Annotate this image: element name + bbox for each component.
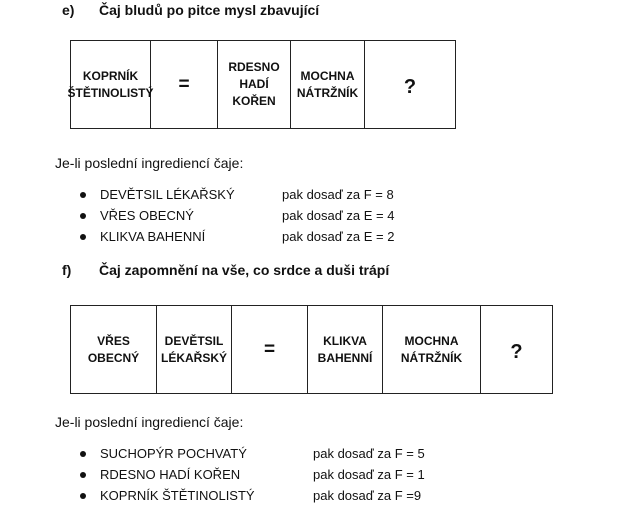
list-item xyxy=(0,206,640,226)
section-f-intro: Je-li poslední ingrediencí čaje: xyxy=(55,414,244,430)
table-f-cell-4: KLIKVA BAHENNÍ xyxy=(308,306,383,393)
item-rule: pak dosaď za F = 5 xyxy=(313,446,425,461)
list-item xyxy=(0,185,640,205)
list-item xyxy=(0,227,640,247)
bullet-icon xyxy=(80,213,86,219)
bullet-icon xyxy=(80,234,86,240)
section-e-title: Čaj bludů po pitce mysl zbavující xyxy=(99,2,320,18)
bullet-icon xyxy=(80,192,86,198)
item-rule: pak dosaď za F = 1 xyxy=(313,467,425,482)
section-f-table xyxy=(70,305,553,394)
item-name: DEVĚTSIL LÉKAŘSKÝ xyxy=(100,187,235,202)
list-item xyxy=(0,465,640,485)
item-name: KOPRNÍK ŠTĚTINOLISTÝ xyxy=(100,488,255,503)
item-name: KLIKVA BAHENNÍ xyxy=(100,229,206,244)
table-f-cell-3: = xyxy=(232,306,308,393)
item-name: RDESNO HADÍ KOŘEN xyxy=(100,467,241,482)
bullet-icon xyxy=(80,472,86,478)
item-rule: pak dosaď za F =9 xyxy=(313,488,422,503)
table-e-cell-2: = xyxy=(151,41,218,128)
table-e-cell-3: RDESNO HADÍ KOŘEN xyxy=(218,41,291,128)
table-e-cell-4: MOCHNA NÁTRŽNÍK xyxy=(291,41,365,128)
table-e-cell-5: ? xyxy=(403,76,417,98)
table-f-cell-6: ? xyxy=(510,341,523,363)
section-e-letter: e) xyxy=(62,2,75,18)
bullet-icon xyxy=(80,451,86,457)
section-f-letter: f) xyxy=(62,262,72,278)
bullet-icon xyxy=(80,493,86,499)
table-f-cell-1: VŘES OBECNÝ xyxy=(71,306,157,393)
item-rule: pak dosaď za E = 4 xyxy=(282,208,395,223)
table-e-cell-1: KOPRNÍK ŠTĚTINOLISTÝ xyxy=(71,41,151,128)
table-f-cell-5: MOCHNA NÁTRŽNÍK xyxy=(383,306,481,393)
list-item xyxy=(0,486,640,506)
section-f-title: Čaj zapomnění na vše, co srdce a duši trápí xyxy=(99,262,390,278)
section-e-intro: Je-li poslední ingrediencí čaje: xyxy=(55,155,244,171)
section-e-table xyxy=(67,40,456,129)
item-name: SUCHOPÝR POCHVATÝ xyxy=(100,446,247,461)
table-f-cell-2: DEVĚTSIL LÉKAŘSKÝ xyxy=(157,306,232,393)
item-name: VŘES OBECNÝ xyxy=(100,208,194,223)
item-rule: pak dosaď za F = 8 xyxy=(282,187,394,202)
item-rule: pak dosaď za E = 2 xyxy=(282,229,395,244)
list-item xyxy=(0,444,640,464)
